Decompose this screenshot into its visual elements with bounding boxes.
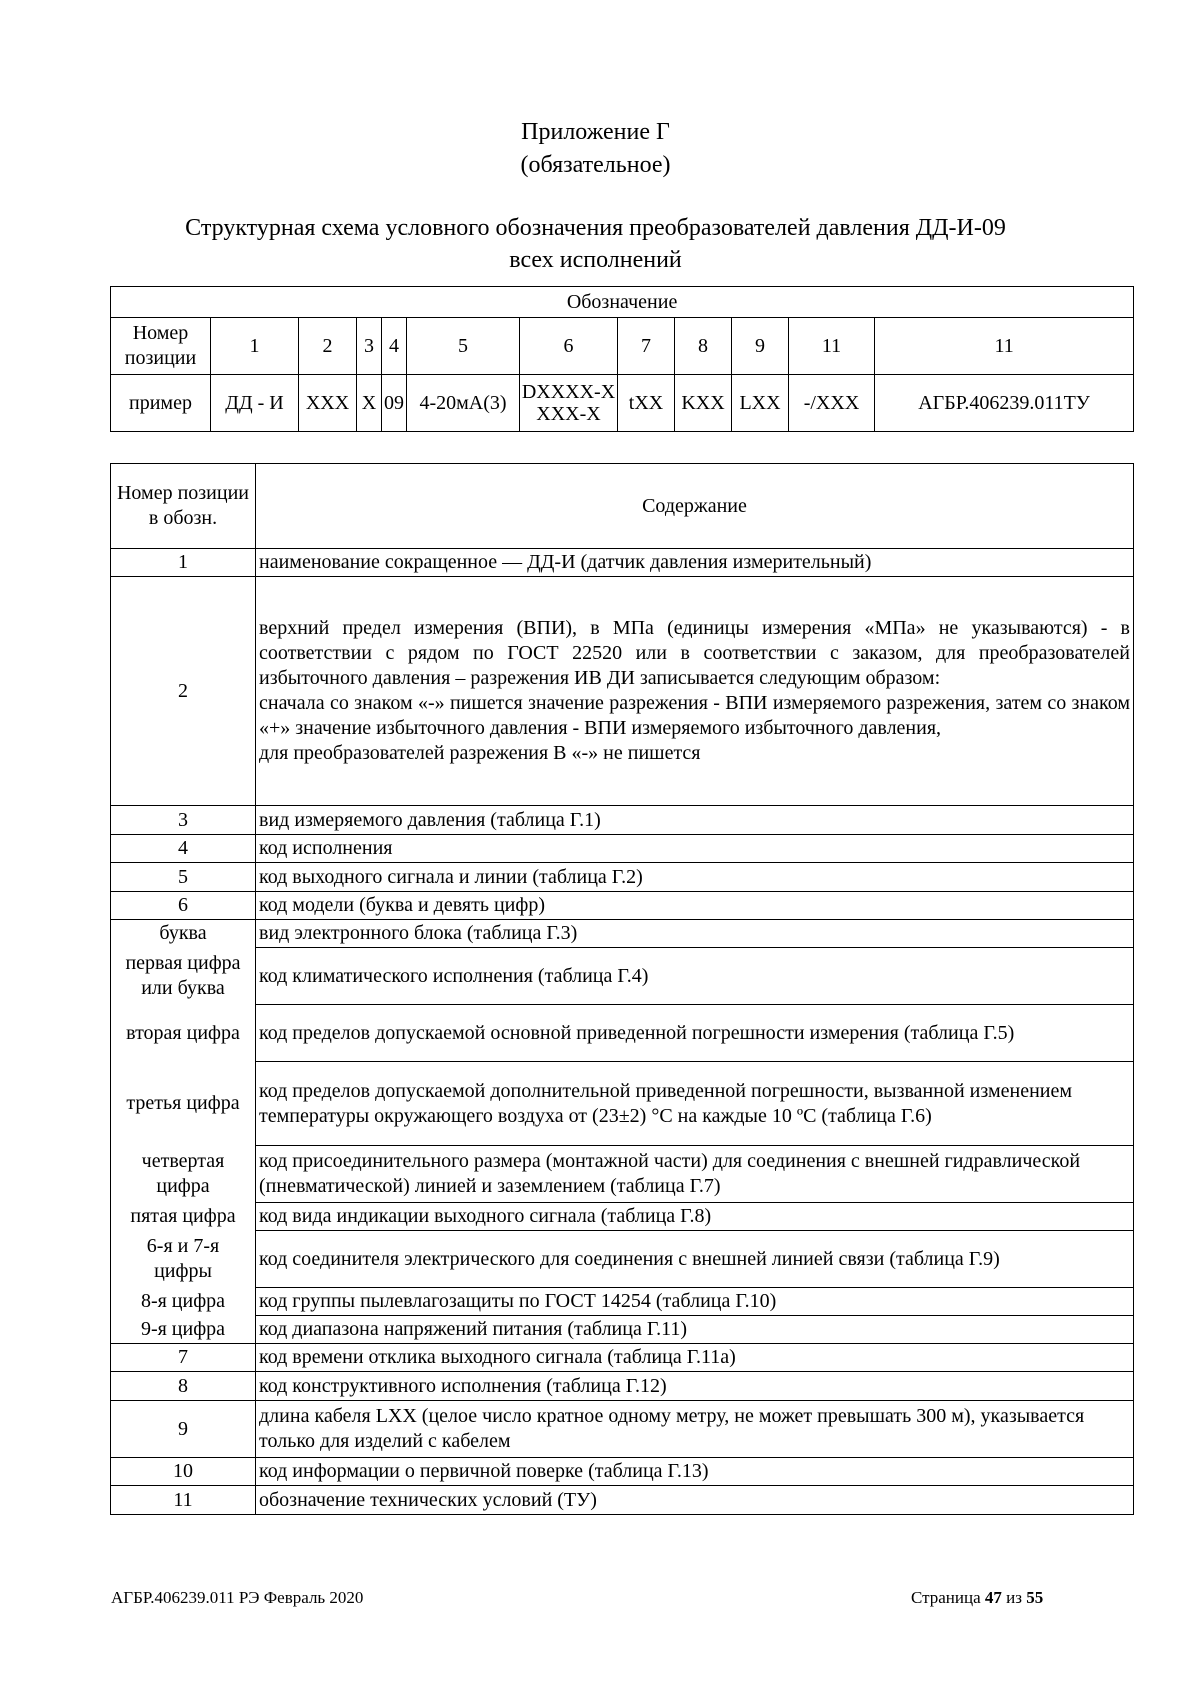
row-position: 6-я и 7-я цифры (111, 1231, 256, 1288)
row-content: код выходного сигнала и линии (таблица Г.2) (256, 863, 1134, 892)
footer-total-pages: 55 (1026, 1588, 1044, 1607)
appendix-mandatory: (обязательное) (520, 152, 671, 178)
row-position: третья цифра (111, 1062, 256, 1146)
appendix-title: Приложение Г (521, 119, 670, 145)
document-title: Структурная схема условного обозначения преобразователей давления ДД-И-09 (185, 215, 1006, 241)
example-value: АГБР.406239.011ТУ (875, 375, 1134, 432)
row-position: 8 (111, 1372, 256, 1401)
row-content: код соединителя электрического для соединения с внешней линией связи (таблица Г.9) (256, 1231, 1134, 1288)
footer-current-page: 47 (984, 1588, 1002, 1607)
example-value: 4-20мА(3) (407, 375, 520, 432)
example-label: пример (111, 375, 211, 432)
example-value: X (357, 375, 382, 432)
footer-page-number (911, 1587, 1043, 1609)
row-content: код конструктивного исполнения (таблица Г.12) (256, 1372, 1134, 1401)
row-position: 7 (111, 1344, 256, 1372)
row-position: четвертая цифра (111, 1146, 256, 1203)
row-position: 9-я цифра (111, 1316, 256, 1344)
row-content: код присоединительного размера (монтажной части) для соединения с внешней гидравлической (пневматической) линией и заземлением (таблица Г.7) (256, 1146, 1134, 1203)
row-content (256, 577, 1134, 806)
example-value: 09 (382, 375, 407, 432)
row-content: код модели (буква и девять цифр) (256, 892, 1134, 920)
position-number: 3 (357, 318, 382, 375)
row-content-line: для преобразователей разрежения В «-» не пишется (259, 742, 701, 764)
designation-header: Обозначение (111, 287, 1134, 318)
position-number: 5 (407, 318, 520, 375)
position-number: 11 (875, 318, 1134, 375)
footer-page-word: Страница (911, 1588, 981, 1607)
footer-of-word: из (1006, 1588, 1022, 1607)
row-content: код климатического исполнения (таблица Г.4) (256, 948, 1134, 1005)
row-content: обозначение технических условий (ТУ) (256, 1486, 1134, 1515)
row-position: 4 (111, 835, 256, 863)
row-position: 1 (111, 549, 256, 577)
position-number: 2 (299, 318, 357, 375)
example-value: LXX (732, 375, 789, 432)
col-header-content: Содержание (256, 464, 1134, 549)
example-value: tXX (618, 375, 675, 432)
position-number: 6 (520, 318, 618, 375)
row-content-line: верхний предел измерения (ВПИ), в МПа (единицы измерения «МПа» не указываются) - в соответствии с рядом по ГОСТ 22520 или в соответствии с заказом, для преобразователей избыточного давления – разрежения ИВ ДИ записывается следующим образом: (259, 617, 1130, 689)
row-position: 5 (111, 863, 256, 892)
example-value: DXXXX-XXXX-X (520, 375, 618, 432)
row-content: код исполнения (256, 835, 1134, 863)
row-content: код диапазона напряжений питания (таблица Г.11) (256, 1316, 1134, 1344)
row-content: код пределов допускаемой основной приведенной погрешности измерения (таблица Г.5) (256, 1005, 1134, 1062)
row-content: код времени отклика выходного сигнала (таблица Г.11а) (256, 1344, 1134, 1372)
example-value: -/XXX (789, 375, 875, 432)
row-position: 6 (111, 892, 256, 920)
row-content: вид электронного блока (таблица Г.3) (256, 920, 1134, 948)
row-position: 2 (111, 577, 256, 806)
example-value: XXX (299, 375, 357, 432)
document-title-line2: всех исполнений (509, 247, 682, 273)
position-number: 1 (211, 318, 299, 375)
position-number: 9 (732, 318, 789, 375)
row-content: вид измеряемого давления (таблица Г.1) (256, 806, 1134, 835)
row-content: код группы пылевлагозащиты по ГОСТ 14254 (таблица Г.10) (256, 1288, 1134, 1316)
row-content: наименование сокращенное — ДД-И (датчик давления измерительный) (256, 549, 1134, 577)
row-position: 10 (111, 1458, 256, 1486)
position-number: 8 (675, 318, 732, 375)
row-position: вторая цифра (111, 1005, 256, 1062)
col-header-position: Номер позиции в обозн. (111, 464, 256, 549)
position-number: 7 (618, 318, 675, 375)
position-label: Номер позиции (111, 318, 211, 375)
designation-table (110, 286, 1134, 432)
row-position: 11 (111, 1486, 256, 1515)
row-content: код вида индикации выходного сигнала (таблица Г.8) (256, 1203, 1134, 1231)
row-position: 9 (111, 1401, 256, 1458)
row-position: 3 (111, 806, 256, 835)
row-position: буква (111, 920, 256, 948)
row-content-line: сначала со знаком «-» пишется значение разрежения - ВПИ измеряемого разрежения, затем со знаком «+» значение избыточного давления - ВПИ измеряемого избыточного давления, (259, 692, 1130, 739)
row-content: код пределов допускаемой дополнительной приведенной погрешности, вызванной изменением температуры окружающего воздуха от (23±2) °С на каждые 10 ºС (таблица Г.6) (256, 1062, 1134, 1146)
row-position: первая цифра или буква (111, 948, 256, 1005)
position-number: 4 (382, 318, 407, 375)
example-value: KXX (675, 375, 732, 432)
content-table (110, 463, 1134, 1515)
row-content: код информации о первичной поверке (таблица Г.13) (256, 1458, 1134, 1486)
row-position: 8-я цифра (111, 1288, 256, 1316)
example-value: ДД - И (211, 375, 299, 432)
footer-document-id: АГБР.406239.011 РЭ Февраль 2020 (111, 1588, 364, 1607)
position-number: 11 (789, 318, 875, 375)
row-content: длина кабеля LXX (целое число кратное одному метру, не может превышать 300 м), указывается только для изделий с кабелем (256, 1401, 1134, 1458)
row-position: пятая цифра (111, 1203, 256, 1231)
